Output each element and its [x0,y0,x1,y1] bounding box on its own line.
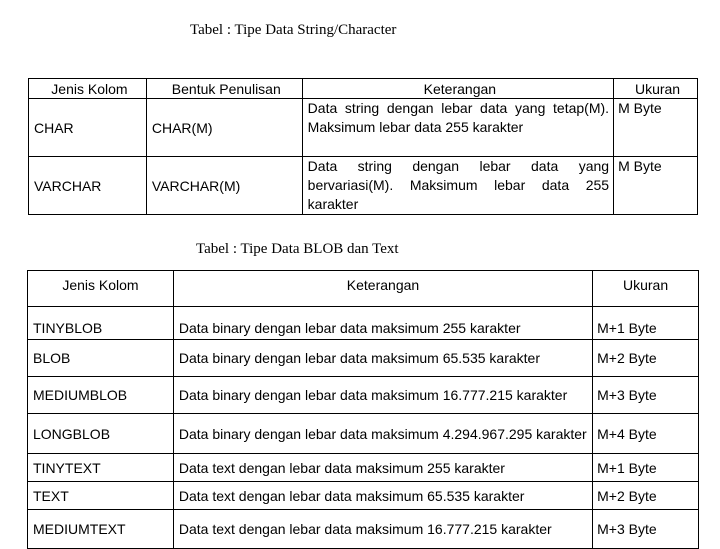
table-row [28,307,699,340]
cell-ukuran: M+3 Byte [593,510,699,549]
blob-text-type-table [27,270,699,549]
header-keterangan: Keterangan [302,79,613,99]
cell-ukuran: M+1 Byte [593,454,699,482]
cell-ukuran: M Byte [614,157,698,215]
cell-jenis: LONGBLOB [28,414,174,454]
cell-ukuran: M Byte [614,99,698,157]
string-type-table [28,78,698,215]
cell-keterangan: Data binary dengan lebar data maksimum 255 karakter [173,307,592,340]
table-row [28,482,699,510]
table-row [29,99,698,157]
table-row [28,340,699,377]
cell-keterangan: Data string dengan lebar data yang tetap(M). Maksimum lebar data 255 karakter [302,99,613,157]
cell-bentuk: VARCHAR(M) [146,157,302,215]
header-ukuran: Ukuran [593,271,699,307]
cell-jenis: TINYBLOB [28,307,174,340]
cell-ukuran: M+3 Byte [593,377,699,414]
table1-caption: Tabel : Tipe Data String/Character [190,22,397,38]
table-row [28,454,699,482]
cell-keterangan: Data binary dengan lebar data maksimum 65.535 karakter [173,340,592,377]
cell-jenis: BLOB [28,340,174,377]
header-keterangan: Keterangan [173,271,592,307]
cell-keterangan: Data text dengan lebar data maksimum 255 karakter [173,454,592,482]
cell-keterangan: Data string dengan lebar data yang bervariasi(M). Maksimum lebar data 255 karakter [302,157,613,215]
header-jenis-kolom: Jenis Kolom [28,271,174,307]
cell-ukuran: M+4 Byte [593,414,699,454]
cell-keterangan: Data binary dengan lebar data maksimum 4.294.967.295 karakter [173,414,592,454]
table-row [29,157,698,215]
cell-jenis: MEDIUMTEXT [28,510,174,549]
table2-caption: Tabel : Tipe Data BLOB dan Text [196,241,399,257]
table-row [28,414,699,454]
cell-keterangan: Data text dengan lebar data maksimum 16.777.215 karakter [173,510,592,549]
cell-ukuran: M+2 Byte [593,482,699,510]
cell-jenis: CHAR [29,99,147,157]
cell-keterangan: Data text dengan lebar data maksimum 65.535 karakter [173,482,592,510]
table-row [28,377,699,414]
cell-ukuran: M+2 Byte [593,340,699,377]
header-jenis-kolom: Jenis Kolom [29,79,147,99]
cell-jenis: VARCHAR [29,157,147,215]
cell-keterangan: Data binary dengan lebar data maksimum 16.777.215 karakter [173,377,592,414]
table1-header-row [29,79,698,99]
cell-jenis: MEDIUMBLOB [28,377,174,414]
cell-bentuk: CHAR(M) [146,99,302,157]
cell-ukuran: M+1 Byte [593,307,699,340]
table-row [28,510,699,549]
header-bentuk-penulisan: Bentuk Penulisan [146,79,302,99]
header-ukuran: Ukuran [614,79,698,99]
table2-header-row [28,271,699,307]
cell-jenis: TINYTEXT [28,454,174,482]
cell-jenis: TEXT [28,482,174,510]
